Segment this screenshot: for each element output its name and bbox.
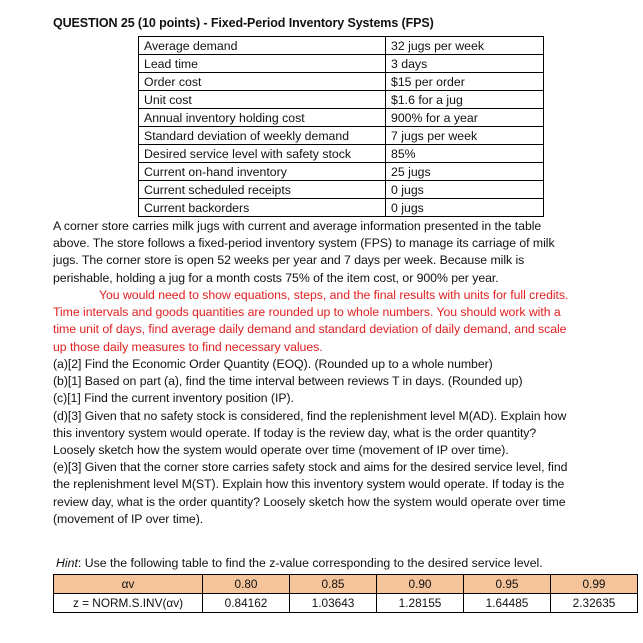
info-row [139, 91, 544, 109]
info-row [139, 73, 544, 91]
info-row [139, 163, 544, 181]
question-title: QUESTION 25 (10 points) - Fixed-Period Inventory Systems (FPS) [53, 16, 434, 30]
info-value: $15 per order [386, 73, 544, 91]
z-value-table [53, 574, 638, 613]
intro-line: A corner store carries milk jugs with current and average information presented in the table [53, 219, 542, 233]
instruction-line: You would need to show equations, steps, and the final results with units for full credits. [99, 288, 569, 302]
info-row [139, 127, 544, 145]
task-line: (movement of IP over time). [53, 511, 204, 526]
z-table-value-row [54, 594, 638, 613]
instruction-line: Time intervals and goods quantities are rounded up to whole numbers. You should work with a [53, 305, 561, 320]
info-value: 85% [386, 145, 544, 163]
z-value-cell: 2.32635 [551, 594, 638, 613]
info-row [139, 109, 544, 127]
task-list [53, 356, 635, 528]
task-line: (b)[1] Based on part (a), find the time interval between reviews T in days. (Rounded up) [53, 374, 523, 389]
info-label: Average demand [139, 37, 386, 55]
task-line: (c)[1] Find the current inventory position (IP). [53, 391, 294, 406]
z-value-cell: 1.28155 [377, 594, 464, 613]
intro-line: above. The store follows a fixed-period inventory system (FPS) to manage its carriage of milk [53, 236, 555, 251]
info-row [139, 37, 544, 55]
alpha-cell: 0.90 [377, 575, 464, 594]
instruction-paragraph [53, 287, 635, 356]
info-label: Current scheduled receipts [139, 181, 386, 199]
intro-line: jugs. The corner store is open 52 weeks per year and 7 days per week. Because milk is [53, 253, 525, 268]
z-value-cell: 0.84162 [203, 594, 290, 613]
hint-label: Hint [56, 556, 78, 570]
info-value: $1.6 for a jug [386, 91, 544, 109]
task-line: Loosely sketch how the system would operate over time (movement of IP over time). [53, 443, 509, 458]
intro-paragraph [53, 218, 635, 287]
z-value-cell: 1.03643 [290, 594, 377, 613]
info-row [139, 55, 544, 73]
info-value: 32 jugs per week [386, 37, 544, 55]
alpha-header-cell: αv [54, 575, 203, 594]
info-label: Unit cost [139, 91, 386, 109]
hint-body: : Use the following table to find the z-value corresponding to the desired service level. [77, 556, 543, 570]
info-label: Order cost [139, 73, 386, 91]
alpha-cell: 0.80 [203, 575, 290, 594]
inventory-info-table [138, 36, 544, 217]
info-row [139, 199, 544, 217]
info-label: Standard deviation of weekly demand [139, 127, 386, 145]
task-line: (a)[2] Find the Economic Order Quantity (EOQ). (Rounded up to a whole number) [53, 357, 493, 371]
z-value-cell: 1.64485 [464, 594, 551, 613]
info-value: 7 jugs per week [386, 127, 544, 145]
task-line: this inventory system would operate. If today is the review day, what is the order quantity? [53, 425, 537, 440]
info-row [139, 181, 544, 199]
intro-line: perishable, holding a jug for a month costs 75% of the item cost, or 900% per year. [53, 270, 499, 285]
task-line: review day, what is the order quantity? Loosely sketch how the system would operate over time [53, 494, 566, 509]
task-line: (d)[3] Given that no safety stock is considered, find the replenishment level M(AD). Explain how [53, 408, 567, 423]
info-label: Desired service level with safety stock [139, 145, 386, 163]
info-value: 0 jugs [386, 181, 544, 199]
alpha-cell: 0.85 [290, 575, 377, 594]
task-line: the replenishment level M(ST). Explain how this inventory system would operate. If today is the [53, 477, 565, 492]
info-label: Lead time [139, 55, 386, 73]
instruction-line: time unit of days, find average daily demand and standard deviation of daily demand, and scale [53, 322, 567, 337]
info-label: Current backorders [139, 199, 386, 217]
info-value: 3 days [386, 55, 544, 73]
info-value: 900% for a year [386, 109, 544, 127]
info-label: Current on-hand inventory [139, 163, 386, 181]
task-line: (e)[3] Given that the corner store carries safety stock and aims for the desired service level, find [53, 460, 568, 475]
hint-text [56, 556, 543, 570]
info-value: 25 jugs [386, 163, 544, 181]
z-table-header-row [54, 575, 638, 594]
info-label: Annual inventory holding cost [139, 109, 386, 127]
alpha-cell: 0.95 [464, 575, 551, 594]
instruction-line: up those daily measures to find necessary values. [53, 339, 323, 354]
alpha-cell: 0.99 [551, 575, 638, 594]
info-value: 0 jugs [386, 199, 544, 217]
info-row [139, 145, 544, 163]
z-formula-cell: z = NORM.S.INV(αv) [54, 594, 203, 613]
